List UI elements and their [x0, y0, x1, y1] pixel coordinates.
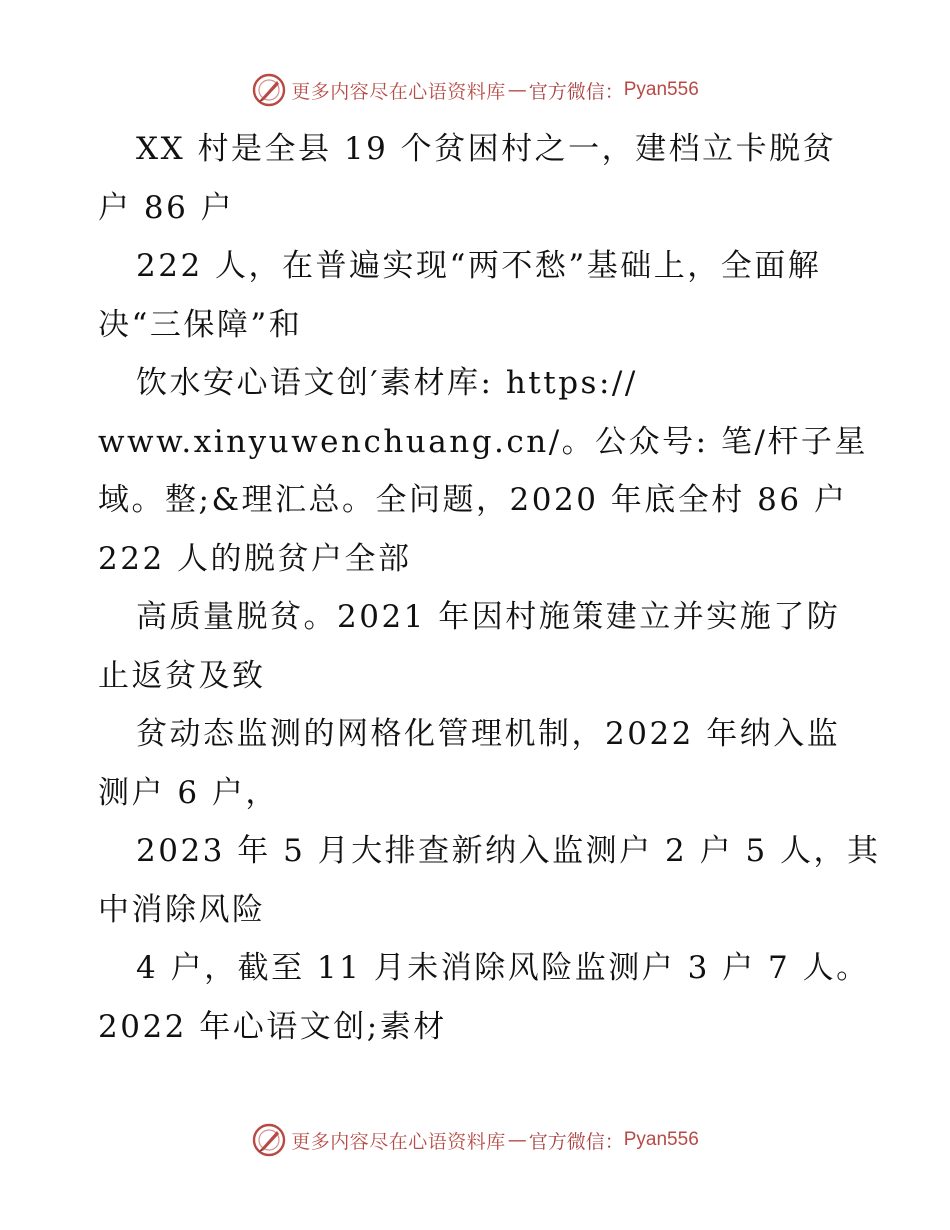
quill-logo-icon — [251, 1122, 287, 1158]
text-line: 域。整;&理汇总。全问题，2020 年底全村 86 户 — [98, 482, 848, 518]
text-line: 222 人的脱贫户全部 — [98, 540, 412, 577]
footer-banner-text: 更多内容尽在心语资料库 — [291, 1130, 506, 1153]
text-line: 中消除风险 — [98, 891, 266, 928]
header-wechat-label: 官方微信： — [528, 80, 624, 103]
header-wechat-id: Pyan556 — [623, 79, 699, 100]
header-banner-text: 更多内容尽在心语资料库 — [291, 80, 506, 103]
footer-wechat-id: Pyan556 — [623, 1129, 699, 1150]
text-line: 高质量脱贫。2021 年因村施策建立并实施了防 — [136, 599, 841, 635]
text-line: 2023 年 5 月大排查新纳入监测户 2 户 5 人，其 — [136, 833, 881, 869]
text-line: 户 86 户 — [98, 189, 235, 226]
quill-logo-icon — [251, 72, 287, 108]
header-banner-dash: — — [507, 79, 527, 101]
page-header — [0, 72, 950, 108]
text-line: XX 村是全县 19 个贫困村之一，建档立卡脱贫 — [136, 131, 837, 167]
text-line: 222 人，在普遍实现“两不愁”基础上，全面解 — [136, 248, 822, 284]
text-line: 止返贫及致 — [98, 657, 266, 694]
text-line: 2022 年心语文创;素材 — [98, 1008, 447, 1045]
text-line: www.xinyuwenchuang.cn/。公众号: 笔/杆子星 — [98, 423, 868, 460]
header-banner — [251, 72, 699, 108]
document-body — [98, 123, 881, 1059]
footer-banner — [251, 1122, 699, 1158]
text-line: 饮水安心语文创′素材库: https:// — [136, 365, 638, 401]
footer-wechat-label: 官方微信： — [528, 1130, 624, 1153]
footer-banner-dash: — — [507, 1129, 527, 1151]
page-footer — [0, 1122, 950, 1158]
text-line: 贫动态监测的网格化管理机制，2022 年纳入监 — [136, 716, 841, 752]
text-line: 决“三保障”和 — [98, 306, 303, 343]
text-line: 4 户，截至 11 月未消除风险监测户 3 户 7 人。 — [136, 950, 870, 986]
text-line: 测户 6 户， — [98, 774, 279, 811]
